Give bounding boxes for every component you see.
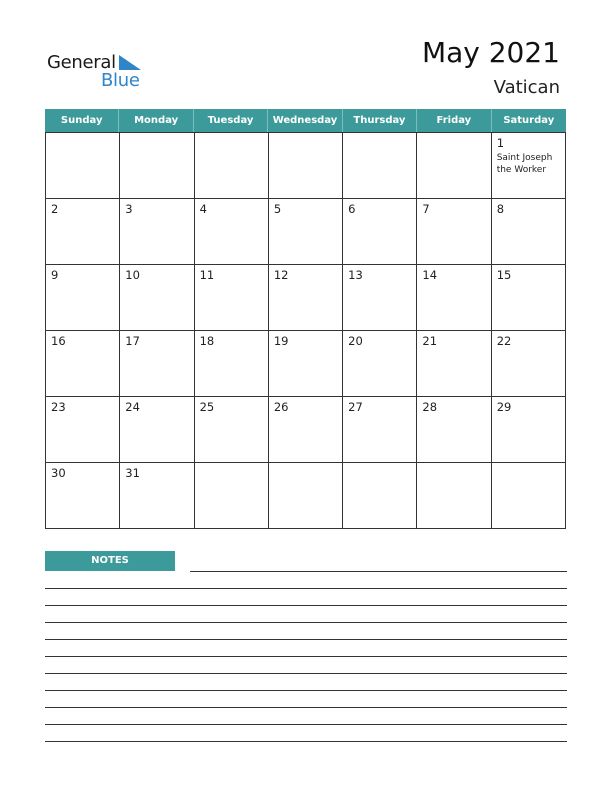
day-cell [343, 397, 417, 463]
note-line [45, 588, 567, 589]
day-cell [269, 331, 343, 397]
day-cell [120, 133, 194, 199]
day-cell [120, 265, 194, 331]
generalblue-logo [47, 52, 147, 92]
day-number: 20 [348, 334, 363, 348]
calendar-grid [45, 132, 566, 529]
day-number: 14 [422, 268, 438, 282]
day-cell [120, 331, 194, 397]
day-cell [492, 397, 566, 463]
day-cell [492, 133, 566, 199]
day-number: 1 [496, 136, 505, 150]
weekday-thursday: Thursday [343, 109, 417, 132]
day-number: 28 [422, 400, 438, 414]
note-line [190, 571, 567, 572]
day-cell [417, 199, 491, 265]
note-line [45, 741, 567, 742]
note-line [45, 622, 567, 623]
day-cell [343, 463, 417, 529]
note-line [45, 639, 567, 640]
day-cell [269, 463, 343, 529]
day-number: 19 [273, 334, 289, 348]
page-title: May 2021 [421, 36, 560, 69]
day-cell [269, 397, 343, 463]
day-number: 31 [125, 466, 140, 480]
day-cell [195, 397, 269, 463]
weekday-saturday: Saturday [503, 115, 555, 126]
day-cell [343, 199, 417, 265]
note-line [45, 656, 567, 657]
day-cell [46, 397, 120, 463]
day-cell [46, 199, 120, 265]
day-number: 13 [348, 268, 363, 282]
day-number: 21 [422, 334, 438, 348]
day-number: 12 [273, 268, 289, 282]
logo-triangle-icon [119, 55, 141, 70]
day-number: 4 [199, 202, 207, 216]
logo-text-blue: Blue [101, 70, 140, 91]
day-cell [46, 265, 120, 331]
day-cell [120, 463, 194, 529]
day-cell [195, 463, 269, 529]
day-cell [120, 199, 194, 265]
day-number: 18 [199, 334, 215, 348]
day-number: 22 [496, 334, 512, 348]
day-number: 15 [496, 268, 512, 282]
day-number: 2 [51, 202, 59, 216]
day-cell [417, 133, 491, 199]
note-line [45, 724, 567, 725]
weekday-friday: Friday [417, 109, 491, 132]
day-cell [417, 397, 491, 463]
day-number: 9 [51, 268, 59, 282]
day-cell [343, 331, 417, 397]
day-cell [46, 463, 120, 529]
day-number: 29 [496, 400, 512, 414]
day-cell [195, 265, 269, 331]
day-cell [492, 331, 566, 397]
weekday-header [45, 109, 566, 132]
day-number: 23 [51, 400, 66, 414]
day-number: 26 [273, 400, 289, 414]
day-number: 7 [422, 202, 430, 216]
day-number: 5 [273, 202, 282, 216]
day-cell [269, 133, 343, 199]
country-label: Vatican [493, 77, 560, 98]
day-cell [492, 463, 566, 529]
note-line [45, 605, 567, 606]
holiday-label: Saint Joseph the Worker [496, 153, 553, 175]
day-cell [417, 265, 491, 331]
day-cell [195, 199, 269, 265]
day-number: 11 [199, 268, 215, 282]
weekday-monday: Monday [119, 109, 193, 132]
day-cell [269, 199, 343, 265]
note-line [45, 690, 567, 691]
note-line [45, 707, 567, 708]
month-calendar [45, 109, 566, 529]
day-cell [46, 331, 120, 397]
day-number: 30 [51, 466, 66, 480]
day-cell [195, 133, 269, 199]
logo-text-general: General [47, 52, 116, 73]
weekday-tuesday: Tuesday [194, 109, 268, 132]
day-number: 25 [199, 400, 215, 414]
day-cell [417, 463, 491, 529]
day-cell [492, 265, 566, 331]
day-cell [343, 133, 417, 199]
notes-label: NOTES [45, 551, 175, 571]
day-cell [120, 397, 194, 463]
day-cell [343, 265, 417, 331]
day-number: 24 [125, 400, 140, 414]
day-cell [417, 331, 491, 397]
day-number: 10 [125, 268, 140, 282]
day-number: 8 [496, 202, 505, 216]
day-number: 27 [348, 400, 363, 414]
day-number: 16 [51, 334, 66, 348]
day-cell [492, 199, 566, 265]
day-cell [46, 133, 120, 199]
day-cell [269, 265, 343, 331]
weekday-wednesday: Wednesday [268, 109, 342, 132]
day-number: 3 [125, 202, 133, 216]
day-number: 17 [125, 334, 140, 348]
weekday-sunday: Sunday [45, 109, 119, 132]
day-number: 6 [348, 202, 356, 216]
day-cell [195, 331, 269, 397]
note-line [45, 673, 567, 674]
